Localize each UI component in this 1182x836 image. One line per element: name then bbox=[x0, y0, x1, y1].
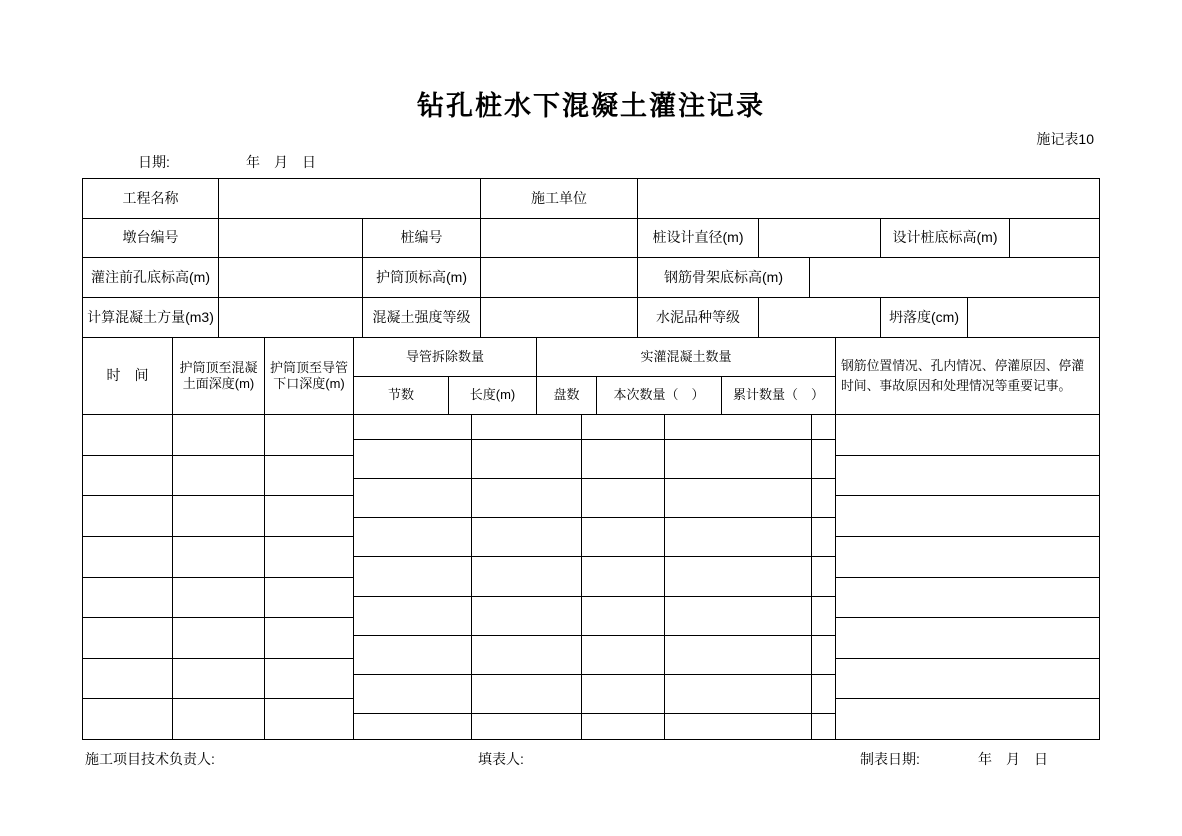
info-value-slump bbox=[968, 298, 1099, 338]
table-data-cell bbox=[472, 636, 583, 675]
table-data-cell bbox=[812, 714, 836, 739]
column-length-cells bbox=[472, 415, 583, 739]
table-data-cell bbox=[472, 714, 583, 739]
table-data-cell bbox=[83, 537, 173, 578]
table-data-cell bbox=[582, 557, 665, 596]
info-value-construction-unit bbox=[638, 179, 1099, 219]
table-data-cell bbox=[836, 537, 1099, 578]
table-data-cell bbox=[472, 479, 583, 518]
info-label-project-name: 工程名称 bbox=[83, 179, 219, 219]
info-value-casing-top-elev bbox=[481, 258, 638, 298]
table-data-cell bbox=[665, 597, 813, 636]
form-code-label: 施记表10 bbox=[1036, 131, 1094, 147]
info-label-pier-no: 墩台编号 bbox=[83, 219, 219, 259]
middle-section bbox=[354, 338, 836, 739]
col-header-current-qty: 本次数量（ ） bbox=[597, 377, 722, 415]
info-value-pile-no bbox=[481, 219, 638, 259]
info-value-concrete-volume bbox=[219, 298, 363, 338]
table-data-cell bbox=[173, 415, 265, 456]
table-data-cell bbox=[83, 496, 173, 537]
table-data-cell bbox=[83, 456, 173, 497]
table-data-cell bbox=[812, 636, 836, 675]
table-data-cell bbox=[665, 675, 813, 714]
table-data-cell bbox=[812, 597, 836, 636]
table-data-cell bbox=[582, 415, 665, 440]
table-data-cell bbox=[265, 456, 354, 497]
table-data-cell bbox=[665, 440, 813, 479]
table-data-cell bbox=[582, 636, 665, 675]
info-value-design-bottom-elev bbox=[1010, 219, 1099, 259]
table-data-cell bbox=[83, 699, 173, 739]
table-data-cell bbox=[265, 578, 354, 619]
table-data-cell bbox=[472, 415, 583, 440]
info-row-1 bbox=[83, 179, 1099, 219]
middle-data-area bbox=[354, 415, 836, 739]
table-data-cell bbox=[812, 675, 836, 714]
form-title: 钻孔桩水下混凝土灌注记录 bbox=[417, 91, 765, 121]
table-data-cell bbox=[354, 597, 472, 636]
info-row-2 bbox=[83, 219, 1099, 259]
column-remarks-cells bbox=[836, 415, 1099, 739]
info-label-cement-grade: 水泥品种等级 bbox=[638, 298, 759, 338]
column-time-cells bbox=[83, 415, 173, 739]
info-label-concrete-volume: 计算混凝土方量(m3) bbox=[83, 298, 219, 338]
column-depth-to-concrete-cells bbox=[173, 415, 265, 739]
sub-header-row bbox=[354, 377, 836, 415]
table-data-cell bbox=[665, 714, 813, 739]
table-data-cell bbox=[83, 415, 173, 456]
info-value-strength-grade bbox=[481, 298, 638, 338]
info-value-pile-diameter bbox=[759, 219, 881, 259]
table-data-cell bbox=[665, 557, 813, 596]
table-data-cell bbox=[173, 496, 265, 537]
col-header-sections: 节数 bbox=[354, 377, 449, 415]
table-data-cell bbox=[173, 618, 265, 659]
column-depth-to-pipe-cells bbox=[265, 415, 354, 739]
table-data-cell bbox=[665, 479, 813, 518]
col-header-depth-to-pipe: 护筒顶至导管下口深度(m) bbox=[265, 338, 354, 415]
info-table bbox=[82, 178, 1100, 338]
table-data-cell bbox=[83, 618, 173, 659]
table-data-cell bbox=[582, 518, 665, 557]
table-data-cell bbox=[265, 699, 354, 739]
col-header-depth-to-concrete: 护筒顶至混凝土面深度(m) bbox=[173, 338, 265, 415]
col-header-length: 长度(m) bbox=[449, 377, 537, 415]
col-header-time: 时 间 bbox=[83, 338, 173, 415]
table-data-cell bbox=[354, 557, 472, 596]
col-header-remarks: 钢筋位置情况、孔内情况、停灌原因、停灌时间、事故原因和处理情况等重要记事。 bbox=[836, 338, 1099, 415]
info-label-construction-unit: 施工单位 bbox=[481, 179, 638, 219]
column-depth-to-pipe bbox=[265, 338, 354, 739]
table-data-cell bbox=[836, 659, 1099, 700]
table-data-cell bbox=[812, 415, 836, 440]
table-data-cell bbox=[582, 440, 665, 479]
table-data-cell bbox=[836, 699, 1099, 739]
table-data-cell bbox=[265, 496, 354, 537]
table-data-cell bbox=[173, 578, 265, 619]
info-label-casing-top-elev: 护筒顶标高(m) bbox=[363, 258, 481, 298]
table-data-cell bbox=[812, 518, 836, 557]
table-data-cell bbox=[836, 456, 1099, 497]
table-data-cell bbox=[354, 675, 472, 714]
info-value-hole-bottom-elev bbox=[219, 258, 363, 298]
table-data-cell bbox=[354, 440, 472, 479]
info-value-project-name bbox=[219, 179, 481, 219]
column-current-qty-cells bbox=[665, 415, 813, 739]
info-label-design-bottom-elev: 设计桩底标高(m) bbox=[881, 219, 1010, 259]
table-data-cell bbox=[582, 714, 665, 739]
table-data-cell bbox=[836, 578, 1099, 619]
group-header-row bbox=[354, 338, 836, 377]
table-data-cell bbox=[265, 537, 354, 578]
table-data-cell bbox=[812, 479, 836, 518]
table-data-cell bbox=[665, 636, 813, 675]
info-label-hole-bottom-elev: 灌注前孔底标高(m) bbox=[83, 258, 219, 298]
group-header-pipe-removal: 导管拆除数量 bbox=[354, 338, 537, 377]
table-data-cell bbox=[354, 415, 472, 440]
info-row-4 bbox=[83, 298, 1099, 338]
footer-made-date-label: 制表日期: bbox=[860, 751, 920, 767]
group-header-actual-concrete: 实灌混凝土数量 bbox=[537, 338, 836, 377]
table-data-cell bbox=[582, 597, 665, 636]
table-data-cell bbox=[582, 675, 665, 714]
table-data-cell bbox=[354, 714, 472, 739]
footer-tech-lead-label: 施工项目技术负责人: bbox=[85, 751, 215, 767]
table-data-cell bbox=[812, 440, 836, 479]
info-row-3 bbox=[83, 258, 1099, 298]
column-time bbox=[83, 338, 173, 739]
info-value-pier-no bbox=[219, 219, 363, 259]
date-value: 年 月 日 bbox=[246, 154, 316, 170]
column-depth-to-concrete bbox=[173, 338, 265, 739]
table-data-cell bbox=[472, 675, 583, 714]
table-data-cell bbox=[472, 440, 583, 479]
table-data-cell bbox=[173, 456, 265, 497]
table-data-cell bbox=[665, 518, 813, 557]
footer-filler-label: 填表人: bbox=[478, 751, 524, 767]
info-label-slump: 坍落度(cm) bbox=[881, 298, 968, 338]
info-label-strength-grade: 混凝土强度等级 bbox=[363, 298, 481, 338]
col-header-total-qty: 累计数量（ ） bbox=[722, 377, 836, 415]
table-data-cell bbox=[173, 699, 265, 739]
table-data-cell bbox=[83, 578, 173, 619]
info-label-pile-no: 桩编号 bbox=[363, 219, 481, 259]
table-data-cell bbox=[582, 479, 665, 518]
table-data-cell bbox=[173, 659, 265, 700]
record-table bbox=[82, 338, 1100, 740]
table-data-cell bbox=[836, 618, 1099, 659]
info-label-pile-diameter: 桩设计直径(m) bbox=[638, 219, 759, 259]
footer-made-date-value: 年 月 日 bbox=[978, 751, 1048, 767]
column-remarks bbox=[836, 338, 1099, 739]
table-data-cell bbox=[83, 659, 173, 700]
table-data-cell bbox=[354, 636, 472, 675]
column-total-qty-cells bbox=[812, 415, 836, 739]
table-data-cell bbox=[472, 597, 583, 636]
col-header-pans: 盘数 bbox=[537, 377, 597, 415]
table-data-cell bbox=[265, 618, 354, 659]
table-data-cell bbox=[265, 415, 354, 456]
table-data-cell bbox=[836, 415, 1099, 456]
table-data-cell bbox=[173, 537, 265, 578]
date-label: 日期: bbox=[138, 154, 170, 170]
table-data-cell bbox=[265, 659, 354, 700]
info-value-cement-grade bbox=[759, 298, 881, 338]
table-data-cell bbox=[472, 518, 583, 557]
table-data-cell bbox=[354, 479, 472, 518]
info-value-rebar-bottom-elev bbox=[810, 258, 1099, 298]
column-sections-cells bbox=[354, 415, 472, 739]
info-label-rebar-bottom-elev: 钢筋骨架底标高(m) bbox=[638, 258, 810, 298]
column-pans-cells bbox=[582, 415, 665, 739]
table-data-cell bbox=[472, 557, 583, 596]
table-data-cell bbox=[665, 415, 813, 440]
table-data-cell bbox=[812, 557, 836, 596]
table-data-cell bbox=[354, 518, 472, 557]
table-data-cell bbox=[836, 496, 1099, 537]
